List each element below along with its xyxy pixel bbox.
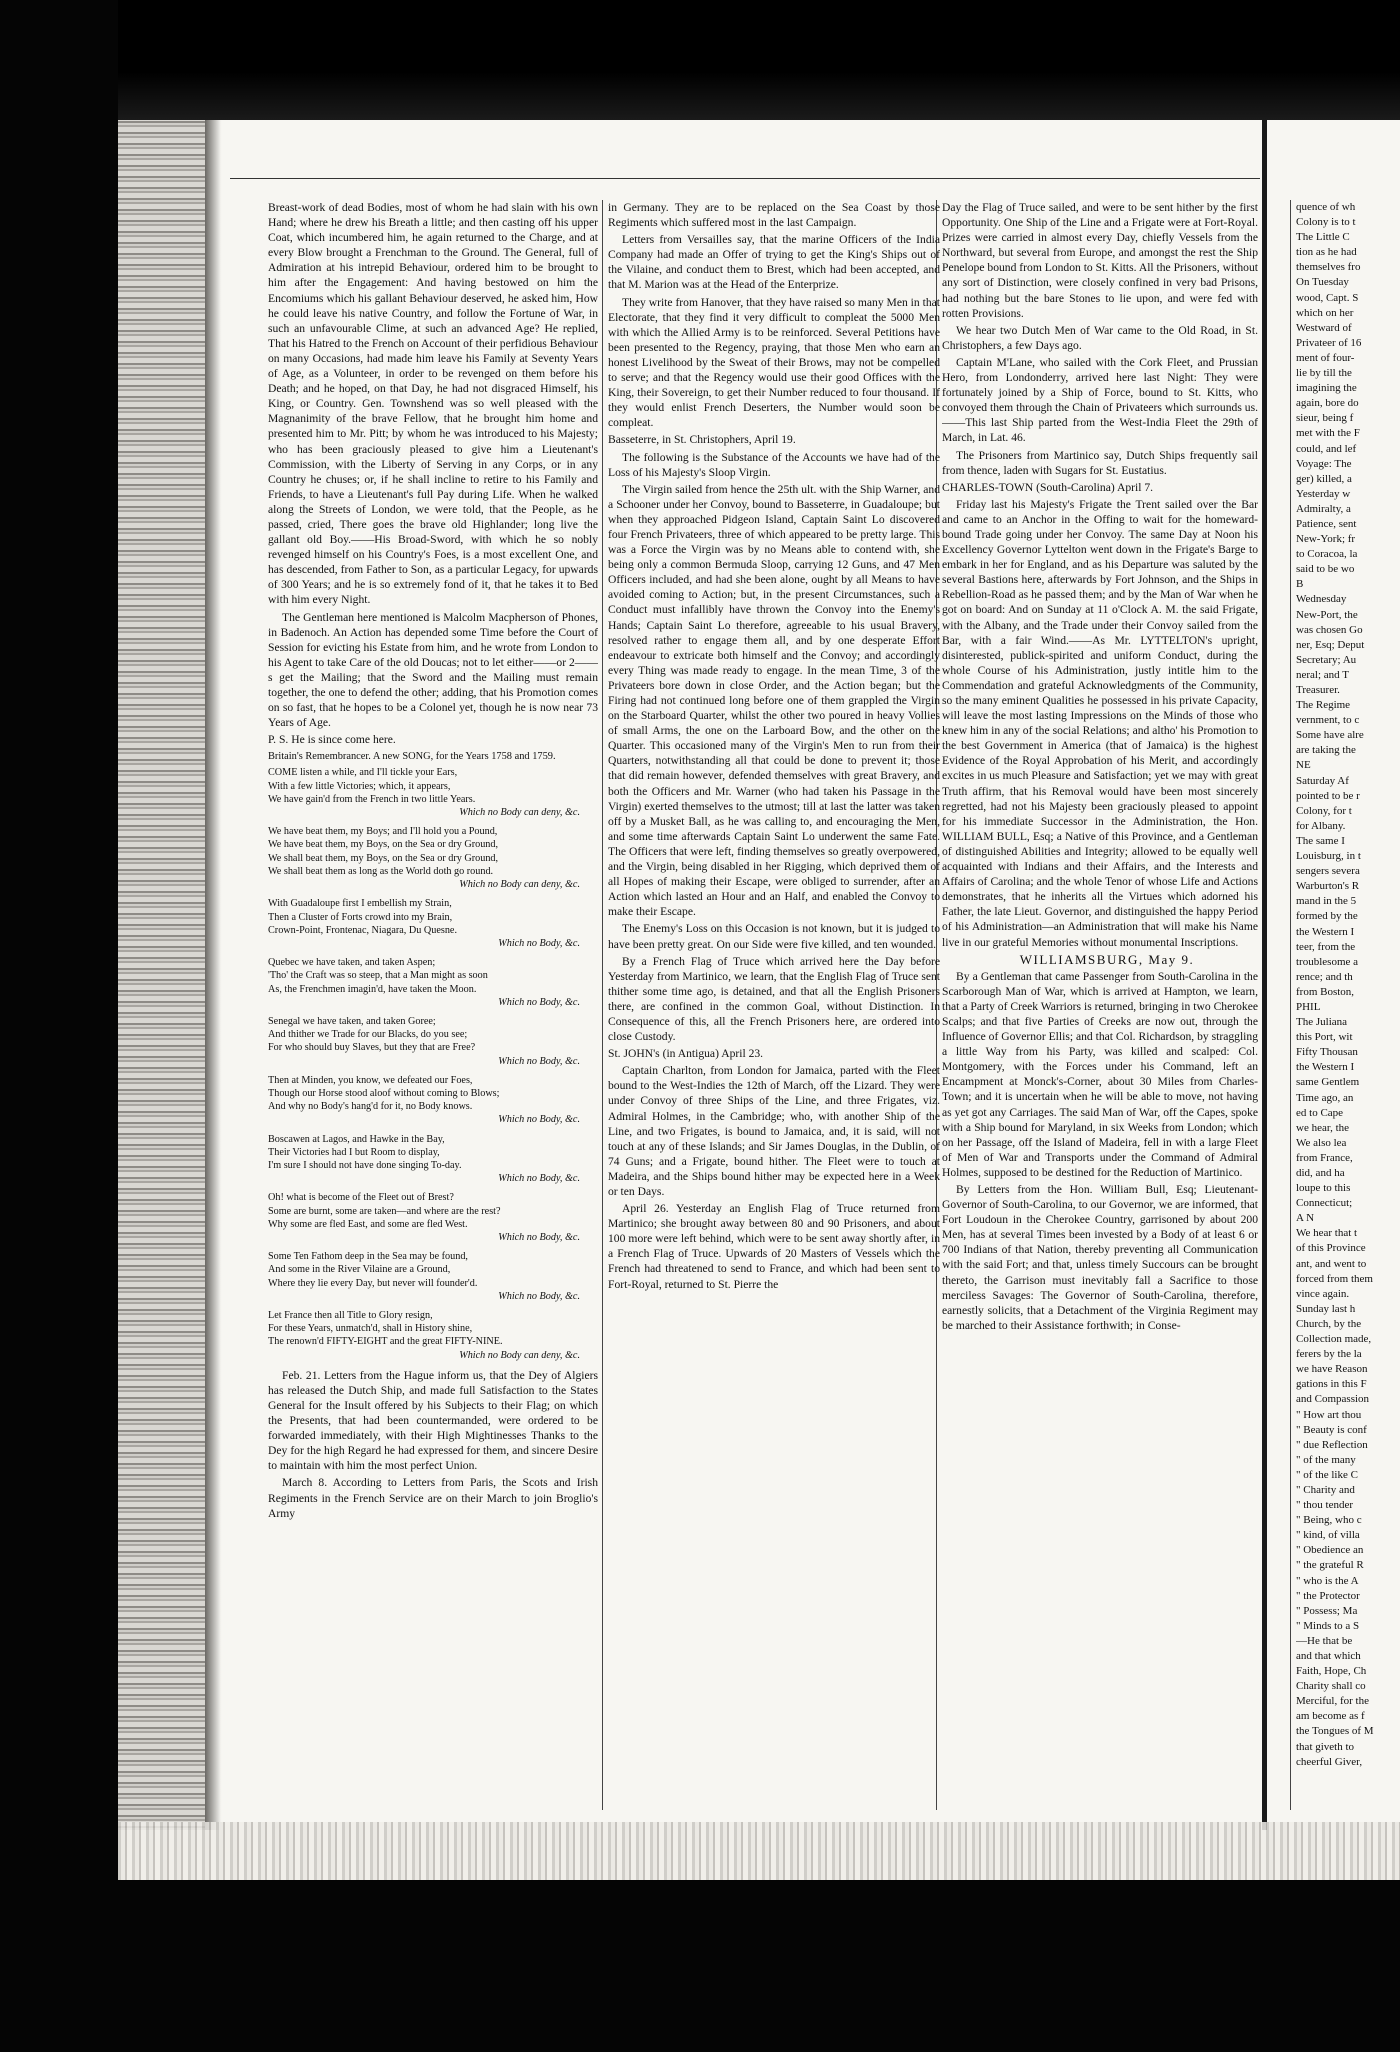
text-line: ferers by the la [1296,1348,1362,1361]
song-line: COME listen a while, and I'll tickle your Ears, [268,767,458,779]
text-line: B [1296,578,1304,591]
text-line: met with the F [1296,427,1360,440]
text-line: could, and lef [1296,442,1357,455]
text-line: " Obedience an [1296,1544,1364,1557]
text-line: Westward of [1296,321,1352,334]
dateline: CHARLES-TOWN (South-Carolina) April 7. [942,480,1154,494]
song-line: For who should buy Slaves, but they that are Free? [268,1042,476,1054]
text-line: Faith, Hope, Ch [1296,1665,1367,1678]
song-verse [268,1015,598,1068]
text-line: rence; and th [1296,970,1353,983]
song-line: We have beat them, my Boys; and I'll hold you a Pound, [268,826,498,838]
text-line: and that which [1296,1650,1361,1662]
song-line: We shall beat them, my Boys, on the Sea or dry Ground, [268,852,499,864]
text-line: " Beauty is conf [1296,1423,1367,1436]
song-refrain: Which no Body can deny, &c. [459,879,580,891]
song-line: Let France then all Title to Glory resign, [268,1309,433,1321]
song-refrain: Which no Body can deny, &c. [459,1349,580,1361]
text-line: sengers severa [1296,865,1360,878]
text-line: said to be wo [1296,563,1355,576]
text-line: Saturday Af [1296,774,1349,787]
text-line: " Minds to a S [1296,1619,1360,1632]
song-line: The renown'd FIFTY-EIGHT and the great FIFTY-NINE. [268,1336,503,1348]
song-line: With Guadaloupe first I embellish my Strain, [268,898,452,910]
song-refrain: Which no Body, &c. [498,1173,580,1185]
song-line: Then a Cluster of Forts crowd into my Brain, [268,911,453,923]
song-line: We have beat them, my Boys, on the Sea or dry Ground, [268,839,499,851]
song-line: We shall beat them as long as the World doth go round. [268,865,494,877]
text-line: themselves fro [1296,261,1361,274]
text-line: the Western I [1296,1061,1355,1074]
text-line: we have Reason [1296,1363,1368,1376]
column-4-partial [1296,200,1400,1820]
paragraph: Captain Charlton, from London for Jamaica, parted with the Fleet bound to the West-Indies the 12th of March, off the Lizard. They were under Convoy of three Ships of the Line, and three Frigates, viz. Admiral Holmes, in the Cambridge; who, with another Ship of the Line, and two Frigates, is bound to Jamaica, and, it is said, will not touch at any of these Islands; and Sir James Douglas, in the Dublin, of 74 Guns; and a Frigate, bound hither. The Fleet were to touch at Madeira, and the Ships bound hither may be expected here in a Week or ten Days. [608,1064,940,1198]
text-line: Voyage: The [1296,457,1352,470]
song-refrain: Which no Body, &c. [498,1231,580,1243]
text-line: the Tongues of M [1296,1725,1374,1738]
text-line: to Coracoa, la [1296,548,1358,561]
text-line: PHIL [1296,1000,1321,1013]
text-line: loupe to this [1296,1182,1351,1195]
text-line: from Boston, [1296,985,1355,998]
text-line: cheerful Giver, [1296,1755,1363,1768]
text-line: " Possess; Ma [1296,1604,1358,1617]
text-line: vernment, to c [1296,714,1360,727]
song-line: Quebec we have taken, and taken Aspen; [268,957,436,969]
text-line: " the Protector [1296,1589,1360,1602]
paragraph: The Prisoners from Martinico say, Dutch Ships frequently sail from thence, laden with Sugars for St. Eustatius. [942,448,1258,477]
song-refrain: Which no Body can deny, &c. [459,807,580,819]
text-line: formed by the [1296,910,1358,923]
column-rule [602,200,603,1810]
column-3 [942,200,1258,1820]
text-line: The Regime [1296,699,1351,712]
text-line: tion as he had [1296,246,1357,259]
paragraph: Letters from Versailles say, that the marine Officers of the India Company had made an Offer of trying to get the King's Ships out of the Vilaine, and conduct them to Brest, which had been accepted, and that M. Marion was at the Head of the Enterprize. [608,233,940,292]
text-line: from France, [1296,1151,1353,1164]
text-line: NE [1296,759,1311,772]
song-line: As, the Frenchmen imagin'd, have taken the Moon. [268,983,477,995]
paragraph: They write from Hanover, that they have raised so many Men in that Electorate, that they find it very difficult to compleat the 5000 Men with which the Allied Army is to be reinforced. Several Petitions have been presented to the Regency, praying, that those Men who earn an honest Livelihood by the Sweat of their Brows, may not be compelled to serve; and that the Regency would use their good Offices with the King, their Sovereign, to get their Number reduced to four thousand. If they would enlist French Deserters, the Number would soon be compleat. [608,295,940,430]
text-line: of this Province [1296,1242,1366,1255]
previous-page-edge [118,120,218,1830]
text-line: " of the like C [1296,1468,1358,1481]
text-line: same Gentlem [1296,1076,1360,1089]
text-line: ment of four- [1296,351,1355,364]
text-line: —He that be [1296,1634,1353,1647]
page-gutter-shadow [205,120,221,1830]
text-line: Patience, sent [1296,517,1357,530]
top-rule [230,178,1260,179]
text-line: for Albany. [1296,819,1346,832]
text-line: We also lea [1296,1136,1347,1149]
text-line: lie by till the [1296,367,1352,380]
song-verse [268,956,598,1009]
song-verse [268,766,598,819]
text-line: Secretary; Au [1296,653,1357,666]
text-line: wood, Capt. S [1296,291,1359,304]
text-line: " Being, who c [1296,1514,1362,1527]
song-verse [268,1309,598,1362]
text-line: Privateer of 16 [1296,336,1362,349]
song-line: And thither we Trade for our Blacks, do you see; [268,1029,468,1041]
song-line: Crown-Point, Frontenac, Niagara, Du Quesne. [268,924,457,936]
paragraph: Feb. 21. Letters from the Hague inform us, that the Dey of Algiers has released the Dutch Ship, and made full Satisfaction to the States General for the Insult offered by his Subjects to their Flag; on which the Presents, that had been countermanded, were ordered to be forwarded immediately, with their High Mightinesses Thanks to the Dey for the high Regard he had expressed for them, and sincere Desire to maintain with him the most perfect Union. [268,1368,598,1473]
paragraph: The Virgin sailed from hence the 25th ult. with the Ship Warner, and a Schooner under her Convoy, bound to Basseterre, in Guadaloupe; but when they approached Pidgeon Island, Captain Saint Lo discovered four French Privateers, three of which appeared to be pretty large. This was a Force the Virgin was by no Means able to contend with, she being only a common Bermuda Sloop, carrying 12 Guns, and 47 Men Officers included, and had she been alone, ought by all Means to have avoided coming to Action; but, in the present Circumstances, such a Conduct must infallibly have thrown the Convoy into the Enemy's Hands; Captain Saint Lo therefore, agreeable to his usual Bravery, resolved rather to engage them all, and by one desperate Effort endeavour to extricate both himself and the Convoy; and accordingly every Thing was made ready to engage. In the mean Time, 3 of the Privateers bore down in close Order, and the Action began; but the Firing had not continued long before one of them grappled the Virgin on the Starboard Quarter, whilst the other two poured in heavy Vollies of small Arms, the one on the Larboard Bow, and the other on the Quarter. This occasioned many of the Virgin's Men to run from their Quarters, notwithstanding all that could be done to prevent it; those that did remain however, defended themselves with great Bravery, and both the Officers and Mr. Warner (who had taken his Passage in the Virgin) exerted themselves to the utmost; till at last the latter was taken off by a Musket Ball, as he was calling to, and encouraging the Men, and some time afterwards Captain Saint Lo underwent the same Fate. The Officers that were left, finding themselves so greatly overpowered, and the Virgin, being disabled in her Rigging, which deprived them of all Hopes of making their Escape, were obliged to surrender, after an Action which lasted an Hour and an Half, and enabled the Convoy to make their Escape. [608,482,940,919]
text-line: " due Reflection [1296,1438,1368,1451]
text-line: " who is the A [1296,1574,1359,1587]
song-line: For these Years, unmatch'd, shall in History shine, [268,1323,473,1335]
song-line: I'm sure I should not have done singing To-day. [268,1159,462,1171]
text-line: New-Port, the [1296,608,1358,621]
song-line: Where they lie every Day, but never will founder'd. [268,1277,478,1289]
text-line: mand in the 5 [1296,895,1357,908]
text-line: Colony, for t [1296,804,1352,817]
text-line: are taking the [1296,744,1356,757]
text-line: the Western I [1296,925,1355,938]
text-line: Sunday last h [1296,1302,1356,1315]
text-line: which on her [1296,306,1354,319]
song-line: Their Victories had I but Room to display, [268,1146,440,1158]
text-line: Warburton's R [1296,880,1360,893]
text-line: Charity shall co [1296,1680,1366,1693]
text-line: imagining the [1296,382,1357,395]
paragraph: By Letters from the Hon. William Bull, Esq; Lieutenant-Governor of South-Carolina, to our Governor, we are informed, that Fort Loudoun in the Cherokee Country, garrisoned by about 200 Men, has at several Times been invested by a Body of at least 6 or 700 Indians of that Nation, thereby preventing all Communication with the said Fort; and that, unless timely Succours can be brought thereto, the Garrison must inevitably fall a Sacrifice to those merciless Savages: The Governor of South-Carolina, therefore, earnestly solicits, that a Detachment of the Virginia Regiment may be marched to their Assistance forthwith; in Conse- [942,1183,1258,1332]
song-line: Some Ten Fathom deep in the Sea may be found, [268,1251,468,1263]
paragraph: The following is the Substance of the Accounts we have had of the Loss of his Majesty's Sloop Virgin. [608,450,940,479]
column-rule [1290,200,1291,1810]
song-line: We have gain'd from the French in two little Years. [268,793,476,805]
song-line: Then at Minden, you know, we defeated our Foes, [268,1074,473,1086]
text-line: Fifty Thousan [1296,1046,1358,1059]
song-verse [268,825,598,891]
text-line: Yesterday w [1296,487,1351,500]
text-line: We hear that t [1296,1227,1358,1240]
text-line: Louisburg, in t [1296,850,1361,863]
dateline: St. JOHN's (in Antigua) April 23. [608,1047,764,1061]
song-line: Boscawen at Lagos, and Hawke in the Bay, [268,1133,445,1145]
text-line: forced from them [1296,1272,1373,1285]
column-2 [608,200,940,1820]
text-line: again, bore do [1296,397,1359,410]
text-line: " the grateful R [1296,1559,1364,1572]
song-verse [268,1074,598,1127]
text-line: Time ago, an [1296,1091,1354,1104]
text-line: Colony is to t [1296,216,1356,229]
scan-border-bottom [0,1880,1400,2052]
text-line: sieur, being f [1296,412,1354,425]
song-refrain: Which no Body, &c. [498,937,580,949]
text-line: The same I [1296,834,1345,847]
song-refrain: Which no Body, &c. [498,996,580,1008]
text-line: " of the many [1296,1453,1356,1466]
text-line: am become as f [1296,1710,1365,1723]
paragraph: Captain M'Lane, who sailed with the Cork Fleet, and Prussian Hero, from Londonderry, arrived here last Night: They were fortunately joined by a Ship of Force, bound to St. Kitts, who convoyed them through the Chain of Privateers which surrounds us.——This last Ship parted from the West-India Fleet the 29th of March, in Lat. 46. [942,355,1258,445]
song-line: With a few little Victories; which, it appears, [268,780,451,792]
text-line: ner, Esq; Deput [1296,638,1365,651]
text-line: Merciful, for the [1296,1695,1369,1708]
text-line: Church, by the [1296,1317,1362,1330]
paragraph: The Enemy's Loss on this Occasion is not known, but it is judged to have been pretty great. On our Side were five killed, and ten wounded. [608,922,940,951]
text-line: Treasurer. [1296,684,1340,696]
text-line: New-York; fr [1296,533,1356,546]
song-line: Senegal we have taken, and taken Goree; [268,1015,436,1027]
song-line: Why some are fled East, and some are fled West. [268,1218,468,1230]
song-line: 'Tho' the Craft was so steep, that a Man might as soon [268,970,488,982]
song-verse [268,897,598,950]
song-line: Some are burnt, some are taken—and where are the rest? [268,1205,501,1217]
text-line: gations in this F [1296,1378,1367,1391]
text-line: was chosen Go [1296,623,1363,636]
song-refrain: Which no Body, &c. [498,1290,580,1302]
text-line: ger) killed, a [1296,472,1352,485]
text-line: troublesome a [1296,955,1359,968]
text-line: pointed to be r [1296,789,1360,802]
column-1 [268,200,598,1820]
page-spine [1262,120,1267,1830]
text-line: The Little C [1296,231,1350,244]
song-line: Though our Horse stood aloof without coming to Blows; [268,1087,500,1099]
text-line: Admiralty, a [1296,502,1351,515]
dateline: Basseterre, in St. Christophers, April 19. [608,433,796,447]
text-line: ed to Cape [1296,1106,1344,1119]
paragraph: in Germany. They are to be replaced on the Sea Coast by those Regiments which suffered most in the last Campaign. [608,201,940,230]
text-line: " kind, of villa [1296,1529,1360,1542]
text-line: that giveth to [1296,1740,1355,1753]
text-line: " How art thou [1296,1408,1362,1421]
paragraph: Day the Flag of Truce sailed, and were to be sent hither by the first Opportunity. One Ship of the Line and a Frigate were at Fort-Royal. Prizes were carried in almost every Day, chiefly Vessels from the Northward, but several from Europe, and amongst the rest the Ship Penelope bound from London to St. Kitts. All the Prisoners, without any sort of Distinction, were closely confined in very bad Prisons, had nothing but the bare Stones to lie upon, and were fed with rotten Provisions. [942,201,1258,320]
scan-border-left [0,0,118,2052]
song-verse [268,1191,598,1244]
song-line: And some in the River Vilaine are a Ground, [268,1264,451,1276]
section-heading: WILLIAMSBURG, May 9. [1019,951,1195,967]
paragraph: Breast-work of dead Bodies, most of whom he had slain with his own Hand; where he drew his Breath a little; and then casting off his upper Coat, which incumbered him, he again returned to the Charge, and at every Blow brought a Frenchman to the Ground. The General, full of Admiration at his intrepid Behaviour, ordered him to be brought to him after the Engagement: And having bestowed on him the Encomiums which his gallant Behaviour deserved, he asked him, How he could leave his native Country, and follow the Fortune of War, in such an unfavourable Clime, at such an advanced Age? He replied, That his Hatred to the French on Account of their perfidious Behaviour on many Occasions, had made him leave his Family at Seventy Years of Age, as a Volunteer, in order to be revenged on them before his Death; and he hoped, on that Day, he had not disgraced Himself, his King, or Country. Gen. Townshend was so well pleased with the Magnanimity of the brave Fellow, that he brought him home and presented him to Mr. Pitt; by whom he was introduced to his Majesty; who has been graciously pleased to give him a Lieutenant's Commission, with the Liberty of Serving in any Corps, or in any Country he chuses; or, if he shall incline to retire to his Family and Friends, to have a Lieutenant's full Pay during Life. When he walked along the Streets of London, we were told, that the People, as he passed, cried, There goes the brave old Highlander; long live the gallant old Boy.——His Broad-Sword, with which he so nobly revenged himself on his Country's Foes, is a most excellent One, and has descended, from Father to Son, as a particular Legacy, for upwards of 300 Years; and he is so extremely fond of it, that he takes it to Bed with him every Night. [268,201,598,607]
scan-border-top [0,0,1400,120]
text-line: ant, and went to [1296,1257,1367,1270]
text-line: did, and ha [1296,1167,1345,1179]
text-line: Collection made, [1296,1333,1372,1346]
song-line: And why no Body's hang'd for it, no Body knows. [268,1101,473,1113]
song-verse [268,1250,598,1303]
paragraph: By a Gentleman that came Passenger from South-Carolina in the Scarborough Man of War, which is arrived at Hampton, we learn, that a Party of Creek Warriors is returned, bringing in two Cherokee Scalps; and that five Parties of Creeks are now out, through the Influence of Governor Ellis; and that Col. Richardson, by straggling a little Way from his Party, was killed and scalped: Col. Montgomery, with the Forces under his Command, left an Encampment at Monck's-Corner, about 30 Miles from Charles-Town; and it is uncertain when he will be able to move, not having as yet got any Carriages. The said Man of War, off the Capes, spoke with a Ship bound for Maryland, in six Weeks from London; which on her Passage, off the Island of Madeira, fell in with a large Fleet of Men of War and Transports under the Command of Admiral Holmes, supposed to be destined for the Reduction of Martinico. [942,969,1258,1179]
text-line: Wednesday [1296,593,1347,606]
text-line: and Compassion [1296,1393,1370,1406]
text-line: A N [1296,1212,1315,1225]
text-line: " thou tender [1296,1499,1354,1512]
paragraph: March 8. According to Letters from Paris, the Scots and Irish Regiments in the French Service are on their March to join Broglio's Army [268,1476,598,1520]
text-line: " Charity and [1296,1483,1355,1496]
song-line: Oh! what is become of the Fleet out of Brest? [268,1192,454,1204]
text-line: neral; and T [1296,668,1349,681]
song-verse [268,1133,598,1186]
text-line: Some have alre [1296,729,1364,742]
paragraph: The Gentleman here mentioned is Malcolm Macpherson of Phones, in Badenoch. An Action has depended some Time before the Court of Session for evicting his Estate from him, and he wrote from London to his Agent to take Care of the old Doucas; not to let either——or 2——s get the Mailing; that the Sword and the Mailing must remain together, the one to defend the other; adding, that his Promotion comes on so fast, that he hopes to be a Colonel yet, though he is now near 73 Years of Age. [268,610,598,730]
text-line: On Tuesday [1296,276,1349,289]
text-line: Connecticut; [1296,1197,1353,1210]
paragraph: By a French Flag of Truce which arrived here the Day before Yesterday from Martinico, we learn, that the English Flag of Truce sent thither some time ago, is detained, and that all the English Prisoners there, are confined in the common Goal, without Distinction. In Consequence of this, all the French Prisoners here, are ordered into close Custody. [608,954,940,1044]
paragraph: We hear two Dutch Men of War came to the Old Road, in St. Christophers, a few Days ago. [942,323,1258,352]
postscript: P. S. He is since come here. [268,733,396,747]
text-line: this Port, wit [1296,1031,1353,1044]
song-refrain: Which no Body, &c. [498,1114,580,1126]
text-line: quence of wh [1296,201,1356,213]
paragraph: Friday last his Majesty's Frigate the Trent sailed over the Bar and came to an Anchor in the Offing to wait for the homeward-bound Trade going under her Convoy. The same Day at Noon his Excellency Governor Lyttelton went down in the Frigate's Barge to embark in her for England, and as his Departure was saluted by the several Bastions here, afterwards by Fort Johnson, and the Ships in Rebellion-Road as he passed them; and by the Man of War when he got on board: And on Sunday at 11 o'Clock A. M. the said Frigate, with the Albany, and the Trade under their Convoy sailed from the Bar, with a fair Wind.——As Mr. LYTTELTON's upright, disinterested, publick-spirited and uniform Conduct, during the whole Course of his Administration, justly intitle him to the Commendation and grateful Acknowledgments of the Community, so the many eminent Qualities he possessed in his private Capacity, will leave the most lasting Impressions on the Minds of those who knew him in any of the social Relations; and altho' his Promotion to the best Government in America (that of Jamaica) is the highest Evidence of the Royal Approbation of his Merit, and accordingly excites in us much Pleasure and Satisfaction; yet we may with great Truth affirm, that his Removal would have been most sincerely regretted, had not his Majesty been graciously pleased to appoint for his immediate Successor in the Administration, the Hon. WILLIAM BULL, Esq; a Native of this Province, and a Gentleman of distinguished Abilities and Integrity; allowed to be equally well acquainted with Indians and their Affairs, and the Interests and Affairs of Carolina; and the whole Tenor of whose Life and Actions demonstrates, that he inherits all the Virtues which adorned his Father, the late Lieut. Governor, and distinguished the happy Period of his Administration—an Administration that will make his Name live in our grateful Memories without monumental Inscriptions. [942,497,1258,949]
text-line: teer, from the [1296,940,1356,953]
song-title: Britain's Remembrancer. A new SONG, for the Years 1758 and 1759. [268,751,556,763]
song-refrain: Which no Body, &c. [498,1055,580,1067]
text-line: vince again. [1296,1287,1350,1300]
text-line: The Juliana [1296,1016,1348,1029]
text-line: we hear, the [1296,1121,1350,1134]
paragraph: April 26. Yesterday an English Flag of Truce returned from Martinico; she brought away between 80 and 90 Prisoners, and about 100 more were left behind, which were to be sent away shortly after, in a French Flag of Truce. Upwards of 20 Masters of Vessels which the French had threatened to send to France, and which had been sent to Fort-Royal, returned to St. Pierre the [608,1202,940,1291]
